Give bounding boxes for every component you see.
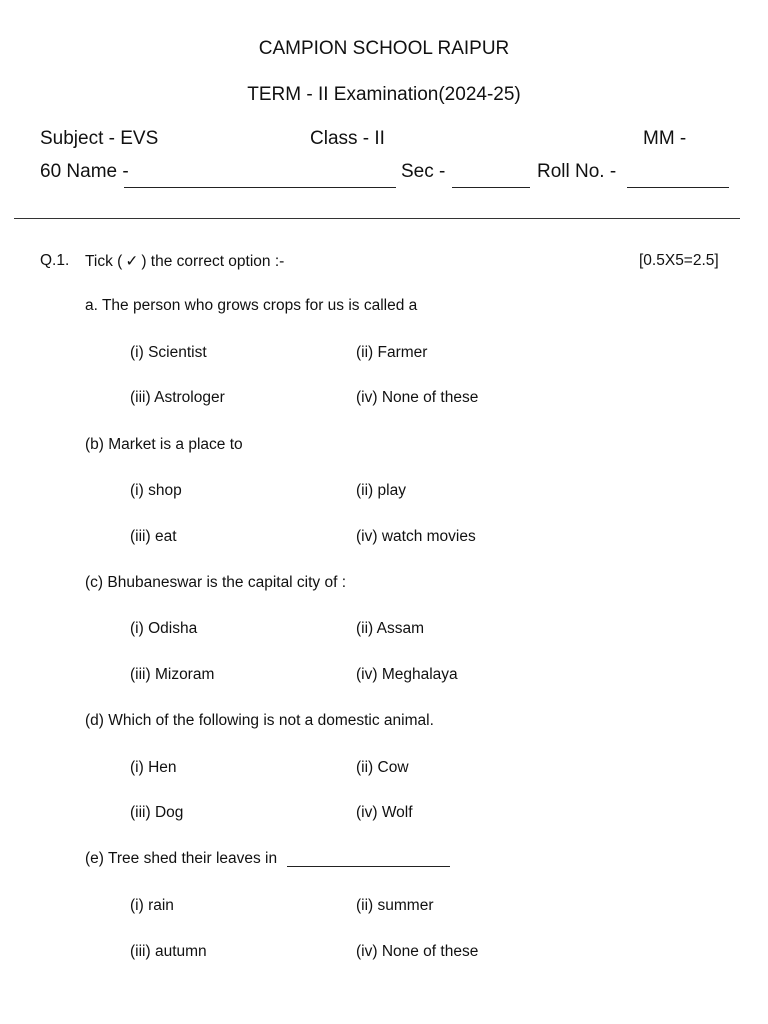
prompt-after: ) the correct option :- bbox=[141, 253, 285, 270]
option[interactable]: (ii) play bbox=[356, 482, 406, 499]
option[interactable]: (i) shop bbox=[130, 482, 182, 499]
subject-label: Subject - EVS bbox=[40, 128, 159, 149]
max-marks-label: MM - bbox=[643, 128, 687, 149]
sub-question-c: (c) Bhubaneswar is the capital city of : bbox=[85, 574, 347, 591]
roll-number-blank[interactable] bbox=[627, 187, 729, 188]
tick-mark-icon: ✓ bbox=[125, 253, 139, 270]
header-divider bbox=[14, 218, 740, 219]
fill-in-blank[interactable] bbox=[287, 866, 450, 867]
option[interactable]: (iii) Astrologer bbox=[130, 389, 225, 406]
option[interactable]: (ii) Farmer bbox=[356, 344, 428, 361]
option[interactable]: (iv) watch movies bbox=[356, 528, 476, 545]
option[interactable]: (i) Hen bbox=[130, 759, 177, 776]
option[interactable]: (ii) Cow bbox=[356, 759, 409, 776]
option[interactable]: (i) Odisha bbox=[130, 620, 198, 637]
option[interactable]: (iii) autumn bbox=[130, 943, 207, 960]
roll-number-label: Roll No. - bbox=[537, 161, 617, 182]
option[interactable]: (iii) Dog bbox=[130, 804, 184, 821]
option[interactable]: (iv) None of these bbox=[356, 389, 479, 406]
exam-title: TERM - II Examination(2024-25) bbox=[247, 84, 521, 105]
sub-question-e: (e) Tree shed their leaves in bbox=[85, 850, 278, 867]
school-name: CAMPION SCHOOL RAIPUR bbox=[258, 38, 510, 59]
option[interactable]: (iii) Mizoram bbox=[130, 666, 215, 683]
sub-question-a: a. The person who grows crops for us is called a bbox=[85, 297, 418, 314]
sub-question-b: (b) Market is a place to bbox=[85, 436, 243, 453]
section-blank[interactable] bbox=[452, 187, 530, 188]
option[interactable]: (i) Scientist bbox=[130, 344, 207, 361]
prompt-before: Tick ( bbox=[85, 253, 123, 270]
question-marks: [0.5X5=2.5] bbox=[639, 252, 719, 269]
class-label: Class - II bbox=[310, 128, 385, 149]
question-number: Q.1. bbox=[40, 252, 70, 269]
option[interactable]: (iv) None of these bbox=[356, 943, 479, 960]
option[interactable]: (i) rain bbox=[130, 897, 174, 914]
marks-value-and-name-label: 60 Name - bbox=[40, 161, 129, 182]
option[interactable]: (ii) Assam bbox=[356, 620, 425, 637]
option[interactable]: (iv) Meghalaya bbox=[356, 666, 458, 683]
sub-question-d: (d) Which of the following is not a domestic animal. bbox=[85, 712, 434, 729]
section-label: Sec - bbox=[401, 161, 446, 182]
option[interactable]: (ii) summer bbox=[356, 897, 434, 914]
name-blank[interactable] bbox=[124, 187, 396, 188]
option[interactable]: (iv) Wolf bbox=[356, 804, 413, 821]
question-prompt bbox=[85, 252, 284, 271]
option[interactable]: (iii) eat bbox=[130, 528, 177, 545]
